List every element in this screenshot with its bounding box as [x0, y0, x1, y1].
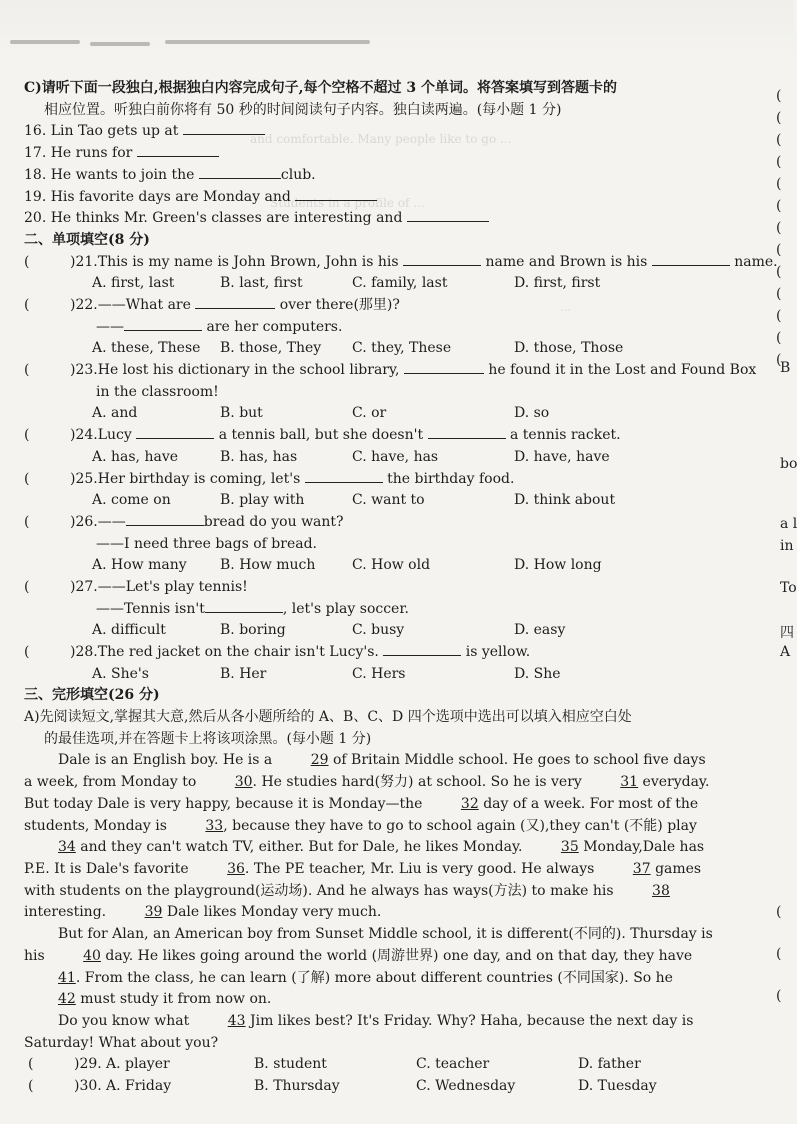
answer-blank[interactable] — [195, 295, 275, 309]
margin-mark: ( — [776, 988, 782, 1004]
option-a[interactable]: A. player — [106, 1056, 170, 1073]
question-text: is yellow. — [465, 644, 531, 660]
question-19: 19. His favorite days are Monday and — [24, 187, 714, 209]
options-29 — [24, 1054, 714, 1076]
question-23-cont — [24, 382, 714, 404]
margin-mark: 四 — [780, 625, 794, 641]
answer-blank[interactable] — [383, 642, 461, 656]
option-c[interactable]: C. busy — [352, 622, 405, 639]
cloze-blank-38[interactable]: 38 — [652, 882, 670, 899]
question-text: ——Tennis isn't — [96, 600, 205, 617]
passage-text: must study it from now on. — [80, 991, 272, 1008]
cloze-blank-40[interactable]: 40 — [83, 947, 101, 964]
answer-paren[interactable]: ( — [24, 644, 30, 660]
margin-mark: ( — [776, 88, 782, 104]
question-text: —— — [96, 318, 124, 335]
cloze-blank-34[interactable]: 34 — [58, 839, 76, 856]
scan-top-band — [0, 0, 794, 60]
answer-paren[interactable]: ( — [24, 253, 30, 270]
margin-mark: ( — [776, 352, 782, 368]
answer-blank[interactable] — [199, 165, 281, 179]
margin-mark: bo — [780, 456, 797, 472]
options-25 — [24, 490, 714, 512]
margin-mark: ( — [776, 904, 782, 920]
section-c-intro: C)请听下面一段独白,根据独白内容完成句子,每个空格不超过 3 个单词。将答案填写到答题卡的 — [24, 80, 618, 96]
question-17: 17. He runs for — [24, 143, 714, 165]
question-text: Her birthday is coming, let's — [97, 470, 301, 487]
passage-paragraph-3: Do you know what 43 Jim likes best? It's Friday. Why? Haha, because the next day is Saturday! What about you? — [24, 1012, 694, 1051]
cloze-blank-33[interactable]: 33 — [205, 817, 224, 834]
question-number: )29. — [74, 1056, 102, 1073]
option-d[interactable]: D. think about — [514, 492, 616, 509]
answer-blank[interactable] — [137, 143, 219, 157]
question-20: 20. He thinks Mr. Green's classes are interesting and — [24, 208, 714, 230]
question-text: the birthday food. — [387, 470, 515, 487]
passage-paragraph-1: Dale is an English boy. He is a 29 of Britain Middle school. He goes to school five days a week, from Monday to 30. He studies hard(努力) at school. So he is very 31 everyday. But today Dale is very happy, because it is Monday—the 32 day of a week. For most of the students, Monday is 33, because they have to go to school again (又),they can't (不能) play 34 and they can't watch TV, either. But for Dale, he likes Monday. 35 Monday,Dale has P.E. It is Dale's favorite 36. The PE teacher, Mr. Liu is very good. He always 37 games with students on the playground(运动场). And he always has ways(方法) to make his 38 interesting. 39 Dale likes Monday very much. — [24, 750, 714, 924]
option-b[interactable]: B. has, has — [220, 448, 298, 465]
option-b[interactable]: B. boring — [220, 622, 286, 639]
margin-mark: ( — [776, 242, 782, 258]
options-27 — [24, 620, 714, 642]
cloze-blank-30[interactable]: 30 — [234, 774, 253, 791]
margin-mark: ( — [776, 946, 782, 962]
option-c[interactable]: C. or — [352, 405, 387, 422]
question-text: he found it in the Lost and Found Box — [488, 362, 757, 379]
question-text: over there(那里)? — [279, 297, 400, 313]
option-a[interactable]: A. and — [92, 405, 138, 422]
bleed-through-text: ... — [560, 300, 572, 314]
question-23 — [24, 360, 757, 382]
answer-blank[interactable] — [295, 187, 377, 201]
cloze-blank-32[interactable]: 32 — [460, 795, 479, 812]
option-d[interactable]: D. How long — [514, 557, 602, 574]
option-c[interactable]: C. have, has — [352, 448, 439, 465]
options-30 — [24, 1076, 714, 1098]
exam-page — [24, 78, 778, 1098]
option-a[interactable]: A. She's — [92, 665, 149, 682]
answer-paren[interactable]: ( — [24, 362, 30, 379]
question-number: )28. — [70, 644, 98, 660]
answer-blank[interactable] — [305, 469, 383, 483]
answer-blank[interactable] — [428, 425, 506, 439]
margin-mark: ( — [776, 308, 782, 324]
question-number: )24. — [70, 427, 98, 444]
option-d[interactable]: D. so — [514, 405, 550, 422]
answer-blank[interactable] — [126, 512, 204, 526]
question-text: are her computers. — [206, 318, 343, 335]
answer-paren[interactable]: ( — [28, 1056, 34, 1073]
margin-mark: ( — [776, 110, 782, 126]
margin-mark: ( — [776, 198, 782, 214]
question-28 — [24, 642, 714, 664]
answer-blank[interactable] — [205, 599, 283, 613]
option-a[interactable]: A. first, last — [92, 275, 175, 292]
margin-mark: A — [780, 644, 791, 660]
question-text: in the classroom! — [96, 383, 219, 400]
answer-paren[interactable]: ( — [24, 297, 30, 313]
question-text: This is my name is John Brown, John is his — [97, 253, 399, 270]
section-2-heading: 二、单项填空(8 分) — [24, 231, 150, 248]
bleed-through-text: and comfortable. Many people like to go ... — [250, 132, 512, 146]
option-b[interactable]: B. those, They — [220, 340, 322, 357]
margin-mark: ( — [776, 264, 782, 280]
section-3-heading: 三、完形填空(26 分) — [24, 687, 160, 704]
bleed-through-text: Students in a profile of ... — [270, 196, 425, 210]
margin-mark: ( — [776, 132, 782, 148]
section-3-intro: A)先阅读短文,掌握其大意,然后从各小题所给的 A、B、C、D 四个选项中选出可以填入相应空白处 — [24, 709, 632, 726]
margin-mark: To — [780, 580, 797, 596]
options-22 — [24, 338, 714, 360]
option-a[interactable]: A. How many — [92, 557, 187, 574]
question-text: The red jacket on the chair isn't Lucy's. — [97, 644, 379, 660]
question-text: He lost his dictionary in the school library, — [97, 362, 400, 379]
option-c[interactable]: C. How old — [352, 557, 431, 574]
question-text: name and Brown is his — [485, 253, 648, 270]
option-b[interactable]: B. last, first — [220, 275, 303, 292]
margin-mark: a l — [780, 516, 797, 532]
option-b[interactable]: B. play with — [220, 492, 305, 509]
answer-blank[interactable] — [136, 425, 214, 439]
options-28 — [24, 664, 714, 686]
question-number: )22. — [70, 297, 98, 313]
question-text: ——What are — [97, 297, 191, 313]
question-number: )23. — [70, 362, 98, 379]
question-text: name. — [734, 253, 778, 270]
section-3-intro-cont: 的最佳选项,并在答题卡上将该项涂黑。(每小题 1 分) — [44, 730, 372, 747]
question-26-cont — [24, 534, 714, 556]
margin-mark: B — [780, 360, 791, 376]
option-a[interactable]: A. difficult — [92, 622, 166, 639]
option-d[interactable]: D. father — [578, 1056, 641, 1073]
question-number: )21. — [70, 253, 98, 270]
question-27-cont — [24, 599, 714, 621]
option-a[interactable]: A. these, These — [92, 340, 201, 357]
question-text: bread do you want? — [203, 513, 344, 530]
scan-mark — [165, 40, 370, 44]
question-text: ——I need three bags of bread. — [96, 535, 317, 552]
question-number: )26. — [70, 513, 98, 530]
options-26 — [24, 555, 714, 577]
answer-blank[interactable] — [403, 252, 481, 266]
answer-blank[interactable] — [652, 252, 730, 266]
scan-mark — [10, 40, 80, 44]
passage-paragraph-2: But for Alan, an American boy from Sunset Middle school, it is different(不同的). Thursday is his 40 day. He likes going around the world (周游世界) one day, and on that day, they have 41. From the class, he can learn (了解) more about different countries (不同国家). So he 42 must study it from now on. — [24, 924, 714, 1011]
question-24 — [24, 425, 714, 447]
option-a[interactable]: A. come on — [92, 492, 171, 509]
cloze-blank-39[interactable]: 39 — [144, 904, 163, 921]
cloze-blank-36[interactable]: 36 — [227, 861, 245, 877]
answer-blank[interactable] — [183, 121, 265, 135]
option-a[interactable]: A. has, have — [92, 448, 179, 465]
option-d[interactable]: D. easy — [514, 622, 566, 639]
answer-paren[interactable]: ( — [24, 470, 30, 487]
question-text: Lucy — [97, 427, 132, 444]
answer-blank[interactable] — [124, 317, 202, 331]
scan-mark — [90, 42, 150, 46]
margin-mark: in — [780, 538, 794, 554]
answer-paren[interactable]: ( — [24, 578, 30, 595]
question-number: )25. — [70, 470, 98, 487]
question-21 — [24, 252, 778, 274]
option-c[interactable]: C. teacher — [416, 1056, 490, 1073]
option-b[interactable]: B. but — [220, 405, 263, 422]
option-b[interactable]: B. Her — [220, 665, 267, 682]
question-number: )30. — [74, 1078, 102, 1095]
cloze-blank-35[interactable]: 35 — [560, 839, 579, 856]
option-c[interactable]: C. Hers — [352, 665, 406, 682]
margin-mark: ( — [776, 176, 782, 192]
option-d[interactable]: D. Tuesday — [578, 1078, 657, 1095]
question-22 — [24, 295, 714, 317]
question-22-cont — [24, 317, 714, 339]
option-b[interactable]: B. Thursday — [254, 1078, 340, 1095]
option-b[interactable]: B. How much — [220, 557, 316, 574]
question-text: , let's play soccer. — [282, 600, 409, 617]
question-text: a tennis ball, but she doesn't — [218, 427, 424, 444]
cloze-blank-42[interactable]: 42 — [58, 991, 76, 1008]
question-25 — [24, 469, 714, 491]
option-c[interactable]: C. Wednesday — [416, 1078, 516, 1095]
option-c[interactable]: C. want to — [352, 492, 425, 509]
options-21 — [24, 273, 714, 295]
question-text: ——Let's play tennis! — [97, 578, 248, 595]
cloze-blank-37[interactable]: 37 — [632, 861, 651, 877]
option-a[interactable]: A. Friday — [106, 1078, 172, 1095]
answer-paren[interactable]: ( — [28, 1078, 34, 1095]
question-16: 16. Lin Tao gets up at — [24, 121, 714, 143]
cloze-blank-29[interactable]: 29 — [310, 752, 329, 769]
question-text: a tennis racket. — [510, 427, 621, 444]
margin-mark: ( — [776, 220, 782, 236]
answer-blank[interactable] — [407, 208, 489, 222]
question-18: 18. He wants to join the club. — [24, 166, 316, 183]
margin-mark: ( — [776, 286, 782, 302]
question-27 — [24, 577, 714, 599]
option-d[interactable]: D. She — [514, 665, 561, 682]
margin-mark: ( — [776, 330, 782, 346]
option-d[interactable]: D. have, have — [514, 448, 610, 465]
question-number: )27. — [70, 578, 98, 595]
option-c[interactable]: C. they, These — [352, 340, 452, 357]
options-23 — [24, 403, 714, 425]
options-24 — [24, 447, 714, 469]
option-d[interactable]: D. those, Those — [514, 340, 624, 357]
option-b[interactable]: B. student — [254, 1056, 327, 1073]
question-text: —— — [97, 513, 126, 530]
answer-paren[interactable]: ( — [24, 427, 30, 444]
margin-mark: ( — [776, 154, 782, 170]
cloze-blank-31[interactable]: 31 — [620, 774, 639, 791]
cloze-blank-43[interactable]: 43 — [227, 1012, 246, 1029]
answer-blank[interactable] — [404, 360, 484, 374]
section-c-intro-cont: 相应位置。听独白前你将有 50 秒的时间阅读句子内容。独白读两遍。(每小题 1 分) — [44, 101, 562, 118]
answer-paren[interactable]: ( — [24, 513, 30, 530]
option-c[interactable]: C. family, last — [352, 275, 448, 292]
cloze-blank-41[interactable]: 41 — [58, 969, 76, 986]
question-26 — [24, 512, 714, 534]
option-d[interactable]: D. first, first — [514, 275, 601, 292]
